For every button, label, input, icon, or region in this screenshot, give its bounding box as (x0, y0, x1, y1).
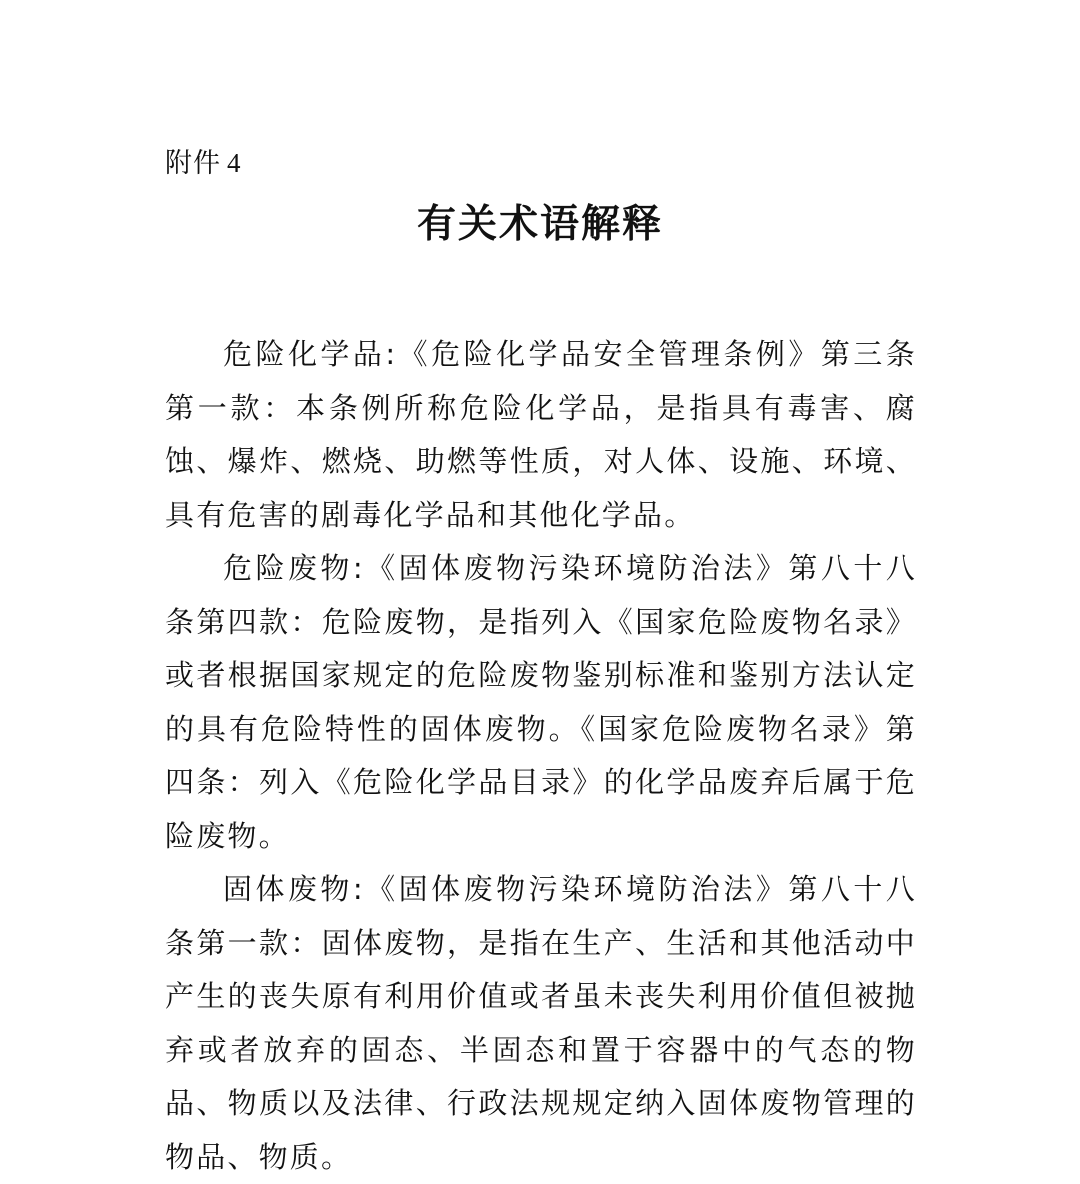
document-body (165, 328, 917, 1184)
definition-text: 《危险化学品安全管理条例》第三条第一款：本条例所称危险化学品，是指具有毒害、腐蚀、爆炸、燃烧、助燃等性质，对人体、设施、环境、具有危害的剧毒化学品和其他化学品。 (165, 337, 917, 532)
document-title: 有关术语解释 (416, 201, 663, 247)
definition-text: 《固体废物污染环境防治法》第八十八条第一款：固体废物，是指在生产、生活和其他活动中产生的丧失原有利用价值或者虽未丧失利用价值但被抛弃或者放弃的固态、半固态和置于容器中的气态的物品、物质以及法律、行政法规规定纳入固体废物管理的物品、物质。 (165, 872, 917, 1174)
attachment-number: 4 (227, 148, 242, 178)
definition-term: 危险化学品: (223, 337, 398, 371)
definition-hazardous-chemicals (165, 328, 917, 542)
definition-solid-waste (165, 863, 917, 1184)
definition-term: 固体废物: (223, 872, 365, 906)
definition-hazardous-waste (165, 542, 917, 863)
definition-term: 危险废物: (223, 551, 365, 585)
definition-text: 《固体废物污染环境防治法》第八十八条第四款：危险废物，是指列入《国家危险废物名录》或者根据国家规定的危险废物鉴别标准和鉴别方法认定的具有危险特性的固体废物。《国家危险废物名录》第四条：列入《危险化学品目录》的化学品废弃后属于危险废物。 (165, 551, 917, 853)
attachment-label (165, 145, 242, 182)
attachment-label-text: 附件 (165, 148, 221, 179)
